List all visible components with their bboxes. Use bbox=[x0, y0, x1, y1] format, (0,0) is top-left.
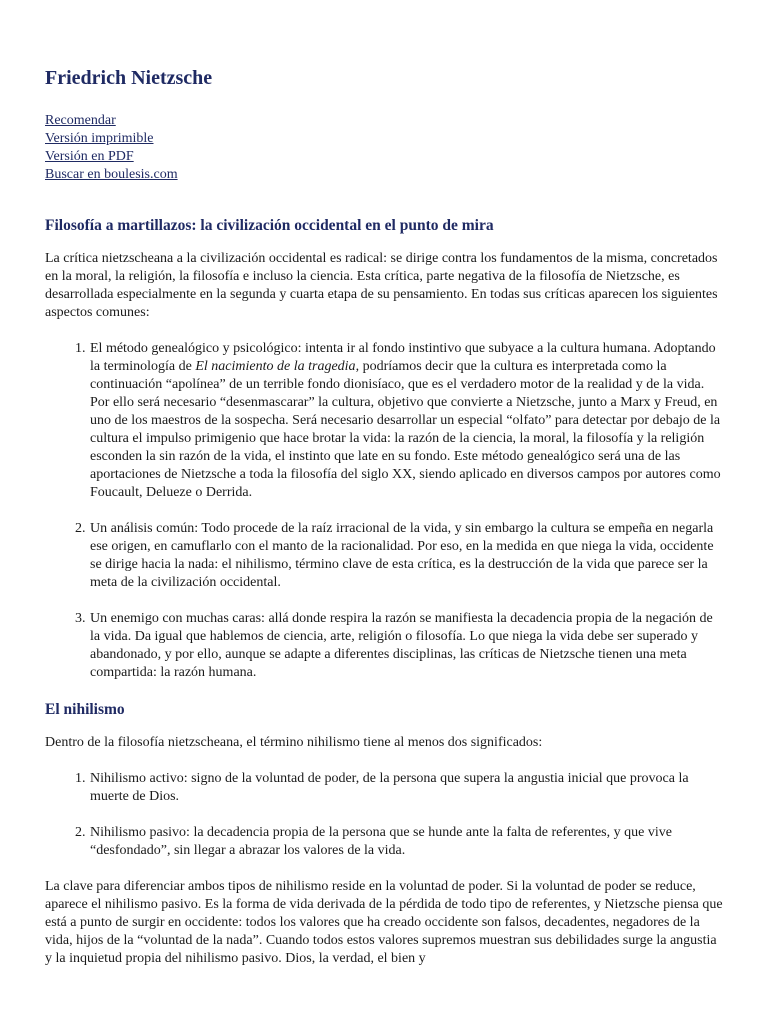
printable-version-link[interactable]: Versión imprimible bbox=[45, 131, 154, 146]
critique-aspects-list bbox=[45, 340, 725, 682]
section-heading-nihilismo: El nihilismo bbox=[45, 701, 125, 718]
pdf-version-link[interactable]: Versión en PDF bbox=[45, 149, 134, 164]
nihilism-meanings-list bbox=[45, 770, 725, 860]
search-boulesis-link[interactable]: Buscar en boulesis.com bbox=[45, 167, 178, 182]
recommend-link[interactable]: Recomendar bbox=[45, 113, 116, 128]
list-item-text: , podríamos decir que la cultura es interpretada como la continuación “apolínea” de un terrible fondo dionisíaco, que es el verdadero motor de la realidad y de la vida. Por ello será necesario “desenmascarar” la cultura, objetivo que convierte a Nietzsche, junto a Marx y Freud, en uno de los maestros de la sospecha. Será necesario desarrollar un especial “olfato” para detectar por debajo de la cultura el impulso primigenio que hace brotar la vida: la razón de la ciencia, la moral, la filosofía y la religión esconden la sin razón de la vida, el instinto que late en su fondo. Este método genealógico será una de las aportaciones de Nietzsche a toda la filosofía del siglo XX, siendo aplicado en diversos campos por autores como Foucault, Delueze o Derrida. bbox=[90, 359, 721, 500]
list-item: 1. Nihilismo activo: signo de la voluntad de poder, de la persona que supera la angustia inicial que provoca la muerte de Dios. bbox=[89, 770, 725, 806]
section-intro-paragraph: La crítica nietzscheana a la civilización occidental es radical: se dirige contra los fundamentos de la misma, concretados en la moral, la religión, la filosofía e incluso la ciencia. Esta crítica, parte negativa de la filosofía de Nietzsche, es desarrollada especialmente en la segunda y cuarta etapa de su pensamiento. En todas sus críticas aparecen los siguientes aspectos comunes: bbox=[45, 251, 718, 320]
list-item: 2. Nihilismo pasivo: la decadencia propia de la persona que se hunde ante la falta de referentes, y que vive “desfondado”, sin llegar a abrazar los valores de la vida. bbox=[89, 824, 725, 860]
section-intro-paragraph: Dentro de la filosofía nietzscheana, el término nihilismo tiene al menos dos significados: bbox=[45, 735, 543, 750]
body-paragraph: La clave para diferenciar ambos tipos de nihilismo reside en la voluntad de poder. Si la voluntad de poder se reduce, aparece el nihilismo pasivo. Es la forma de vida derivada de la pérdida de todo tipo de referentes, y Nietzsche piensa que está a punto de surgir en occidente: todos los valores que ha creado occidente son falsos, decadentes, negadores de la vida, hijos de la “voluntad de la nada”. Cuando todos estos valores supremos muestran sus debilidades surge la angustia y la inquietud propia del nihilismo pasivo. Dios, la verdad, el bien y bbox=[45, 879, 723, 966]
list-item bbox=[89, 340, 725, 502]
section-heading-martillazos: Filosofía a martillazos: la civilización occidental en el punto de mira bbox=[45, 217, 494, 234]
article bbox=[45, 64, 725, 986]
article-links bbox=[45, 112, 725, 184]
page-title: Friedrich Nietzsche bbox=[45, 67, 213, 89]
list-item: 2. Un análisis común: Todo procede de la raíz irracional de la vida, y sin embargo la cultura se empeña en negarla ese origen, en camuflarlo con el manto de la racionalidad. Por eso, en la medida en que niega la vida, occidente se dirige hacia la nada: el nihilismo, término clave de esta crítica, es la destrucción de la vida que parece ser la meta de la civilización occidental. bbox=[89, 520, 725, 592]
book-title: El nacimiento de la tragedia bbox=[195, 359, 356, 374]
list-item-text: El método genealógico y psicológico: intenta ir al fondo instintivo que subyace a la cultura humana. Adoptando la terminología de bbox=[90, 341, 716, 374]
list-item: 3. Un enemigo con muchas caras: allá donde respira la razón se manifiesta la decadencia propia de la negación de la vida. Da igual que hablemos de ciencia, arte, religión o filosofía. Lo que niega la vida debe ser superado y abandonado, y por ello, aunque se adapte a diferentes disciplinas, las críticas de Nietzsche tienen una meta compartida: la razón humana. bbox=[89, 610, 725, 682]
